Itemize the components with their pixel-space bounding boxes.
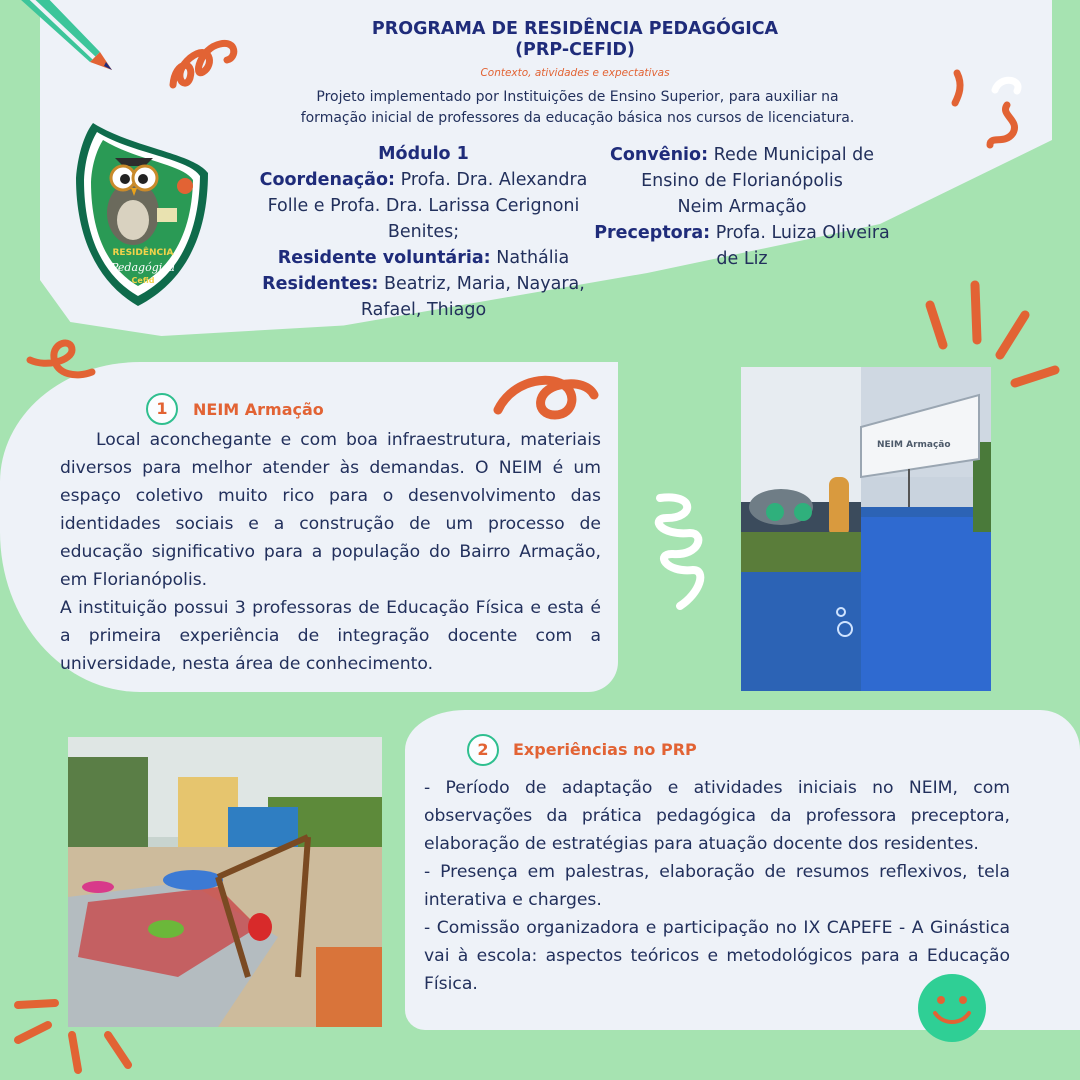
pencil-icon: [0, 0, 120, 80]
intro-text: Projeto implementado por Instituições de Ensino Superior, para auxiliar na formação inicial de professores da educação básica nos cursos de licenciatura.: [300, 89, 855, 126]
section1-title: NEIM Armação: [193, 400, 324, 419]
section1-paragraph: A instituição possui 3 professoras de Educação Física e esta é a primeira experiência de integração docente com a universidade, nesta área de conhecimento.: [60, 598, 601, 674]
page-title: PROGRAMA DE RESIDÊNCIA PEDAGÓGICA: [371, 19, 779, 39]
module-label: Módulo 1: [378, 144, 469, 164]
squiggle-doodle-icon: [945, 65, 1055, 155]
section1-number-badge: 1: [146, 393, 178, 425]
loop-doodle-icon: [165, 30, 245, 95]
section2-number-badge: 2: [467, 734, 499, 766]
loop-doodle-icon: [490, 365, 600, 425]
section1-paragraph: Local aconchegante e com boa infraestrutura, materiais diversos para melhor atender às demandas. O NEIM é um espaço coletivo muito rico para o desenvolvimento das identidades sociais e a construção de um processo de educação significativo para a população do Bairro Armação, em Florianópolis.: [60, 430, 601, 590]
partner-info: Convênio: Rede Municipal de Ensino de Florianópolis Neim Armação Preceptora: Profa. Luiza Oliveira de Liz: [594, 145, 890, 269]
section2-item: - Presença em palestras, elaboração de resumos reflexivos, tela interativa e charges.: [424, 862, 1010, 910]
team-info: Módulo 1 Coordenação: Profa. Dra. Alexandra Folle e Profa. Dra. Larissa Cerignoni Benites; Residente voluntária: Nathália Residentes: Beatriz, Maria, Nayara, Rafael, Thiago: [259, 144, 588, 320]
spring-doodle-icon: [645, 488, 715, 618]
section2-body: [424, 774, 1010, 998]
playground-photo: [68, 737, 382, 1027]
neim-building-photo: [741, 367, 991, 691]
section2-item: - Período de adaptação e atividades iniciais no NEIM, com observações da prática pedagógica da professora preceptora, elaboração de estratégias para atuação docente dos residentes.: [424, 778, 1010, 854]
section2-item: - Comissão organizadora e participação no IX CAPEFE - A Ginástica vai à escola: aspectos teóricos e metodológicos para a Educação Física.: [424, 918, 1010, 994]
curl-doodle-icon: [22, 330, 102, 390]
neim-sign-text: NEIM Armação: [877, 440, 951, 450]
page-subtitle: Contexto, atividades e expectativas: [480, 67, 670, 79]
section1-body: [60, 426, 601, 678]
residencia-pedagogica-logo: RESIDÊNCIA Pedagógica Cefid: [73, 118, 213, 308]
section2-title: Experiências no PRP: [513, 740, 697, 759]
page-title-acronym: (PRP-CEFID): [515, 40, 635, 60]
